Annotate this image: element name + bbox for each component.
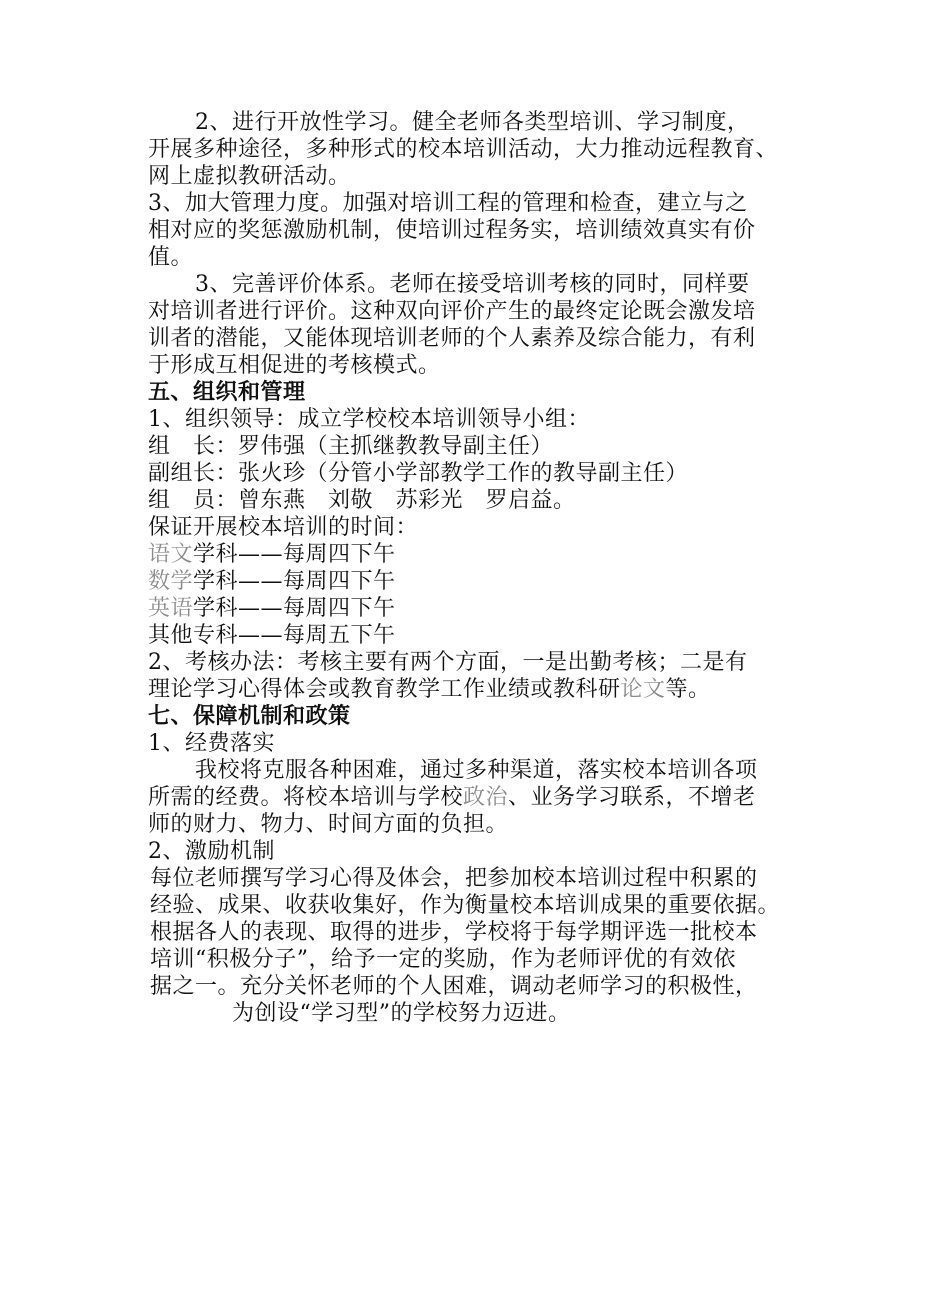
funding-line-2	[148, 785, 756, 811]
funding-line-1: 我校将克服各种困难，通过多种渠道，落实校本培训各项	[195, 758, 758, 783]
assessment-line-2-end: 等。	[665, 677, 711, 702]
funding-line-2-end: 、业务学习联系，不增老	[508, 785, 756, 810]
schedule-time-english: 学科——每周四下午	[193, 596, 396, 621]
org-members: 组 员：曾东燕 刘敬 苏彩光 罗启益。	[148, 488, 576, 513]
section-heading-organization: 五、组织和管理	[148, 380, 306, 405]
paragraph-open-learning-line-2: 开展多种途径，多种形式的校本培训活动，大力推动远程教育、	[148, 137, 779, 162]
org-group-leader: 组 长：罗伟强（主抓继教教导副主任）	[148, 434, 554, 459]
incentive-title: 2、激励机制	[148, 839, 275, 864]
incentive-line-5: 据之一。充分关怀老师的个人困难，调动老师学习的积极性，	[150, 974, 758, 999]
schedule-item-chinese	[148, 542, 396, 568]
assessment-line-1: 2、考核办法：考核主要有两个方面，一是出勤考核；二是有	[148, 650, 748, 675]
org-deputy-leader: 副组长：张火珍（分管小学部教学工作的教导副主任）	[148, 461, 689, 486]
paragraph-open-learning-line-1: 2、进行开放性学习。健全老师各类型培训、学习制度，	[195, 110, 750, 135]
schedule-item-math	[148, 569, 396, 595]
incentive-line-3: 根据各人的表现、取得的进步，学校将于每学期评选一批校本	[150, 920, 758, 945]
schedule-item-other: 其他专科——每周五下午	[148, 623, 396, 648]
assessment-line-2	[148, 677, 711, 703]
paragraph-evaluation-line-1: 3、完善评价体系。老师在接受培训考核的同时，同样要	[195, 272, 750, 297]
incentive-line-6: 为创设“学习型”的学校努力迈进。	[232, 1001, 571, 1026]
paragraph-management-line-2: 相对应的奖惩激励机制，使培训过程务实，培训绩效真实有价	[148, 218, 756, 243]
funding-line-3: 师的财力、物力、时间方面的负担。	[148, 812, 509, 837]
paragraph-management-line-3: 值。	[148, 245, 194, 270]
incentive-line-1: 每位老师撰写学习心得及体会，把参加校本培训过程中积累的	[150, 866, 758, 891]
paragraph-evaluation-line-3: 训者的潜能，又能体现培训老师的个人素养及综合能力，有利	[148, 326, 756, 351]
paragraph-open-learning-line-3: 网上虚拟教研活动。	[148, 164, 351, 189]
funding-line-2-politics: 政治	[463, 785, 509, 810]
schedule-time-chinese: 学科——每周四下午	[193, 542, 396, 567]
section-heading-guarantee: 七、保障机制和政策	[148, 704, 351, 729]
incentive-line-2: 经验、成果、收获收集好，作为衡量校本培训成果的重要依据。	[150, 893, 781, 918]
schedule-subject-math: 数学	[148, 569, 194, 594]
paragraph-evaluation-line-4: 于形成互相促进的考核模式。	[148, 353, 441, 378]
paragraph-management-line-1: 3、加大管理力度。加强对培训工程的管理和检查，建立与之	[148, 191, 748, 216]
funding-line-2-start: 所需的经费。将校本培训与学校	[148, 785, 464, 810]
assessment-line-2-start: 理论学习心得体会或教育教学工作业绩或教科研	[148, 677, 621, 702]
paragraph-evaluation-line-2: 对培训者进行评价。这种双向评价产生的最终定论既会激发培	[148, 299, 756, 324]
org-leadership-intro: 1、组织领导：成立学校校本培训领导小组：	[148, 407, 590, 432]
training-time-intro: 保证开展校本培训的时间：	[148, 515, 419, 540]
schedule-time-math: 学科——每周四下午	[193, 569, 396, 594]
schedule-item-english	[148, 596, 396, 622]
schedule-subject-english: 英语	[148, 596, 194, 621]
schedule-subject-chinese: 语文	[148, 542, 194, 567]
incentive-line-4: 培训“积极分子”，给予一定的奖励，作为老师评优的有效依	[150, 947, 736, 972]
assessment-line-2-papers: 论文	[620, 677, 666, 702]
funding-title: 1、经费落实	[148, 731, 275, 756]
